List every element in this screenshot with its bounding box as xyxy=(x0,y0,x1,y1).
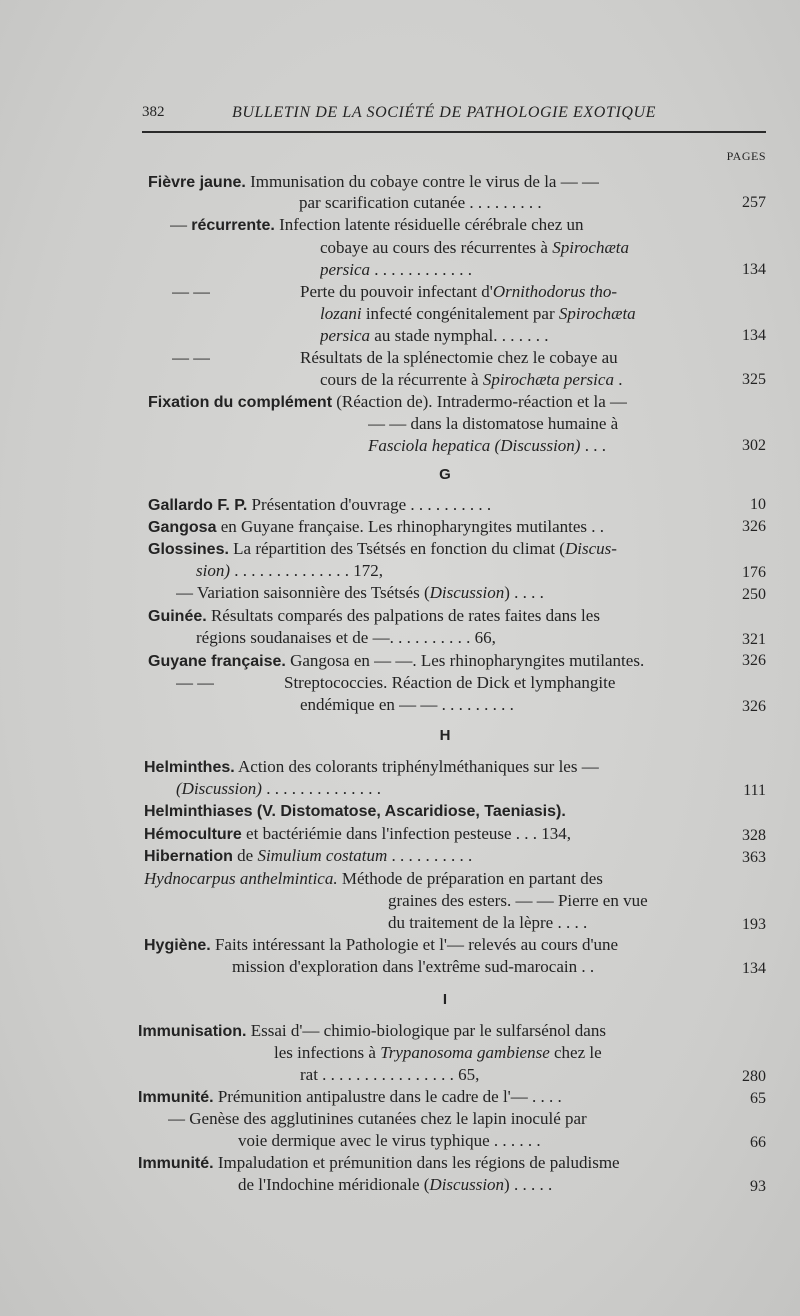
index-entry-guinee: Guinée. Résultats comparés des palpations de rates faites dans les xyxy=(148,606,600,625)
index-entry-hydnocarpus: Hydnocarpus anthelmintica. Méthode de préparation en partant des xyxy=(144,869,603,888)
page-ref: 257 xyxy=(742,194,766,211)
index-entry-guyane: Guyane française. Gangosa en — —. Les rhinopharyngites mutilantes. xyxy=(148,651,645,670)
index-line: rat . . . . . . . . . . . . . . . . 65, xyxy=(300,1065,480,1084)
index-line: cobaye au cours des récurrentes à Spirochæta xyxy=(320,238,630,257)
index-line: par scarification cutanée . . . . . . . . . xyxy=(299,193,542,212)
index-line: régions soudanaises et de —. . . . . . . . . . 66, xyxy=(196,628,496,647)
index-entry-recurrente: — récurrente. Infection latente résiduelle cérébrale chez un xyxy=(170,215,584,234)
index-line: Fasciola hepatica (Discussion) . . . xyxy=(368,436,606,455)
page-ref: 93 xyxy=(750,1178,766,1195)
index-line: persica . . . . . . . . . . . . xyxy=(320,260,473,279)
page-header xyxy=(142,104,766,134)
page-ref: 280 xyxy=(742,1068,766,1085)
header-rule xyxy=(142,131,766,133)
running-title: BULLETIN DE LA SOCIÉTÉ DE PATHOLOGIE EXOTIQUE xyxy=(232,104,657,121)
index-line: (Discussion) . . . . . . . . . . . . . . xyxy=(176,779,381,798)
index-entry-immunite-2: Immunité. Impaludation et prémunition dans les régions de paludisme xyxy=(138,1153,620,1172)
index-entry-immunite: Immunité. Prémunition antipalustre dans le cadre de l'— . . . . xyxy=(138,1087,562,1106)
index-entry-gangosa: Gangosa en Guyane française. Les rhinopharyngites mutilantes . . xyxy=(148,517,605,536)
page-ref: 302 xyxy=(742,437,766,454)
index-line: cours de la récurrente à Spirochæta persica . xyxy=(320,370,623,389)
index-entry-gallardo: Gallardo F. P. Présentation d'ouvrage . . . . . . . . . . xyxy=(148,495,492,514)
page-ref: 321 xyxy=(742,631,766,648)
page-ref: 250 xyxy=(742,586,766,603)
section-letter-g: G xyxy=(439,466,451,483)
index-line: — Variation saisonnière des Tsétsés (Discussion) . . . . xyxy=(176,583,544,602)
page-ref: 328 xyxy=(742,827,766,844)
index-entry-hemoculture: Hémoculture et bactériémie dans l'infection pesteuse . . . 134, xyxy=(144,824,572,843)
page-ref: 193 xyxy=(742,916,766,933)
index-line: — Genèse des agglutinines cutanées chez le lapin inoculé par xyxy=(168,1109,587,1128)
index-line: — — dans la distomatose humaine à xyxy=(368,414,619,433)
index-entry-glossines: Glossines. La répartition des Tsétsés en fonction du climat (Discus- xyxy=(148,539,617,558)
index-line: lozani infecté congénitalement par Spirochæta xyxy=(320,304,636,323)
page-ref: 363 xyxy=(742,849,766,866)
index-line: endémique en — — . . . . . . . . . xyxy=(300,695,514,714)
page-ref: 326 xyxy=(742,518,766,535)
index-line: voie dermique avec le virus typhique . . . . . . xyxy=(238,1131,541,1150)
section-letter-i: I xyxy=(442,991,448,1008)
index-line: Résultats de la splénectomie chez le cobaye au xyxy=(300,348,618,367)
section-letter-h: H xyxy=(439,727,451,744)
page-ref: 325 xyxy=(742,371,766,388)
page-ref: 66 xyxy=(750,1134,766,1151)
page-ref: 326 xyxy=(742,652,766,669)
index-entry-fixation: Fixation du complément (Réaction de). Intradermo-réaction et la — xyxy=(148,392,628,411)
index-line: sion) . . . . . . . . . . . . . . 172, xyxy=(196,561,383,580)
index-line-dash: — — xyxy=(172,348,211,367)
page-ref: 134 xyxy=(742,261,766,278)
index-line: du traitement de la lèpre . . . . xyxy=(388,913,588,932)
index-entry-fievre-jaune: Fièvre jaune. Immunisation du cobaye contre le virus de la — — xyxy=(148,172,599,191)
index-line: les infections à Trypanosoma gambiense chez le xyxy=(274,1043,602,1062)
index-entry-hibernation: Hibernation de Simulium costatum . . . . . . . . . . xyxy=(144,846,473,865)
pages-column-label: PAGES xyxy=(726,149,766,163)
index-entry-helminthiases: Helminthiases (V. Distomatose, Ascaridiose, Taeniasis). xyxy=(144,803,566,820)
index-line: Streptococcies. Réaction de Dick et lymphangite xyxy=(284,673,616,692)
page-ref: 326 xyxy=(742,698,766,715)
index-line: mission d'exploration dans l'extrême sud-marocain . . xyxy=(232,957,595,976)
index-entry-helminthes: Helminthes. Action des colorants triphénylméthaniques sur les — xyxy=(144,757,599,776)
page-number: 382 xyxy=(142,104,165,120)
page-ref: 111 xyxy=(743,782,766,799)
index-entry-immunisation: Immunisation. Essai d'— chimio-biologique par le sulfarsénol dans xyxy=(138,1021,606,1040)
index-line-dash: — — xyxy=(176,673,215,692)
index-line: graines des esters. — — Pierre en vue xyxy=(388,891,648,910)
index-line: persica au stade nymphal. . . . . . . xyxy=(320,326,549,345)
page-ref: 176 xyxy=(742,564,766,581)
page-ref: 134 xyxy=(742,327,766,344)
index-line: Perte du pouvoir infectant d'Ornithodorus tho- xyxy=(300,282,618,301)
page-ref: 10 xyxy=(750,496,766,513)
index-entry-hygiene: Hygiène. Faits intéressant la Pathologie et l'— relevés au cours d'une xyxy=(144,935,619,954)
page-ref: 134 xyxy=(742,960,766,977)
index-line-dash: — — xyxy=(172,282,211,301)
page-ref: 65 xyxy=(750,1090,766,1107)
index-line: de l'Indochine méridionale (Discussion) . . . . . xyxy=(238,1175,553,1194)
